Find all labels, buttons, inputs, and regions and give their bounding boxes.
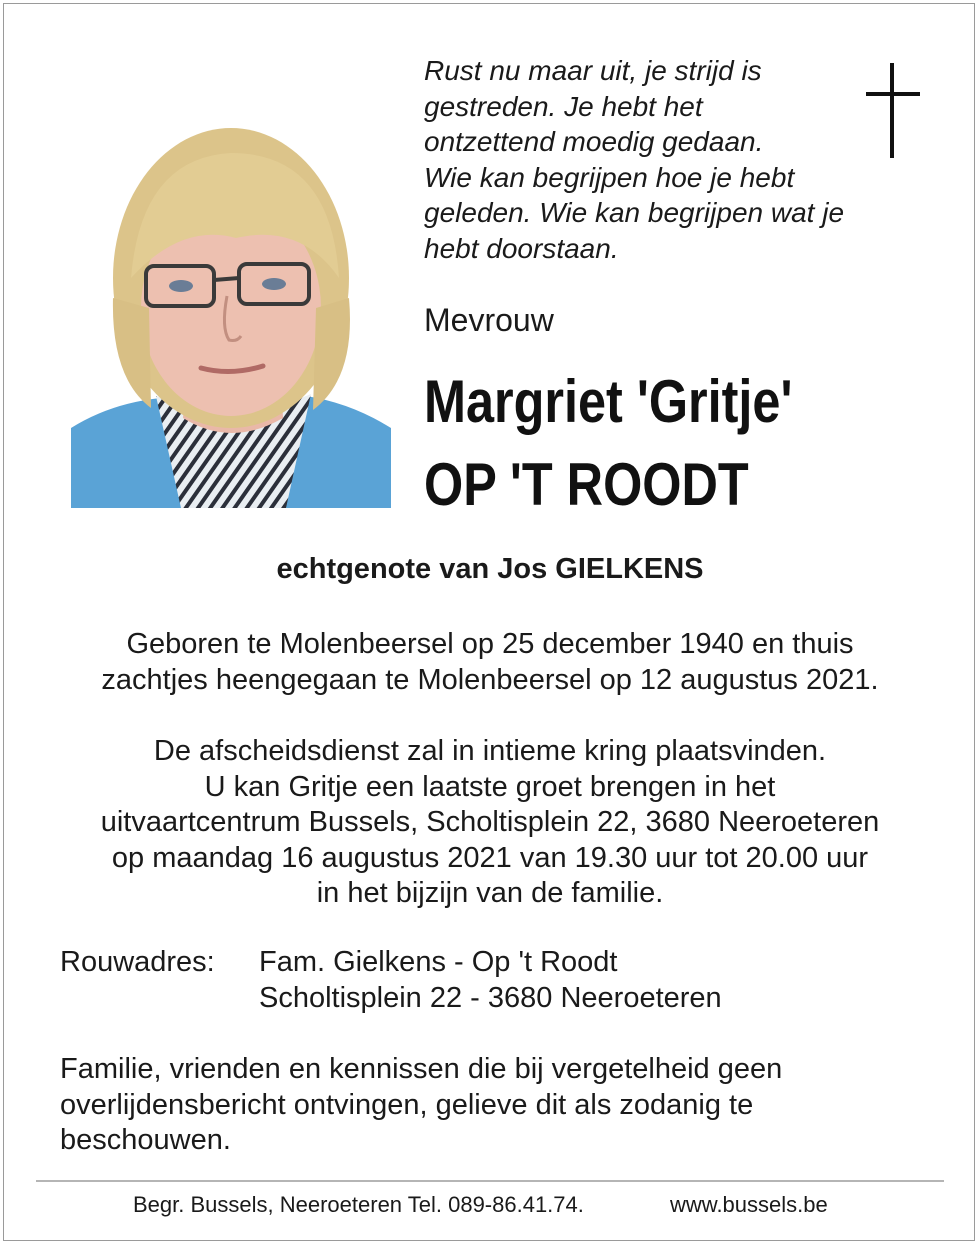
birth-death-line: Geboren te Molenbeersel op 25 december 1940 en thuis — [126, 628, 854, 660]
poem-line: Wie kan begrijpen hoe je hebt — [424, 161, 795, 193]
poem-line: ontzettend moedig gedaan. — [424, 126, 764, 157]
birth-death-line: zachtjes heengegaan te Molenbeersel op 12 augustus 2021. — [101, 663, 879, 696]
address-line: Fam. Gielkens - Op 't Roodt — [259, 946, 618, 978]
poem-line: gestreden. Je hebt het — [424, 90, 703, 122]
notice-line: Familie, vrienden en kennissen die bij vergetelheid geen — [60, 1053, 783, 1085]
poem — [424, 53, 884, 266]
salutation: Mevrouw — [424, 302, 554, 338]
poem-line: Rust nu maar uit, je strijd is — [424, 55, 762, 86]
undertaker-contact: Begr. Bussels, Neeroeteren Tel. 089-86.41.74. — [133, 1192, 584, 1217]
portrait-photo — [71, 128, 391, 508]
notice-line: beschouwen. — [60, 1124, 231, 1156]
address-block — [259, 945, 722, 1016]
address-line: Scholtisplein 22 - 3680 Neeroeteren — [259, 981, 722, 1014]
spouse-line: echtgenote van Jos GIELKENS — [276, 553, 704, 585]
poem-line: hebt doorstaan. — [424, 232, 619, 264]
birth-death-paragraph — [0, 627, 980, 698]
notice-paragraph — [60, 1052, 782, 1159]
service-line: in het bijzijn van de familie. — [316, 877, 664, 909]
deceased-name-last: OP 'T ROODT — [424, 451, 749, 518]
service-line: op maandag 16 augustus 2021 van 19.30 uur tot 20.00 uur — [111, 841, 869, 874]
website-link[interactable]: www.bussels.be — [670, 1192, 828, 1217]
service-paragraph — [0, 734, 980, 912]
poem-line: geleden. Wie kan begrijpen wat je — [424, 197, 845, 228]
footer-divider — [36, 1180, 944, 1182]
cross-icon — [866, 63, 920, 158]
address-label: Rouwadres: — [60, 946, 215, 978]
notice-line: overlijdensbericht ontvingen, gelieve dit als zodanig te — [60, 1088, 754, 1121]
service-line: uitvaartcentrum Bussels, Scholtisplein 22, 3680 Neeroeteren — [100, 806, 880, 838]
service-line: De afscheidsdienst zal in intieme kring plaatsvinden. — [153, 735, 827, 767]
deceased-name-first: Margriet 'Gritje' — [424, 368, 793, 435]
service-line: U kan Gritje een laatste groet brengen in het — [204, 770, 776, 803]
